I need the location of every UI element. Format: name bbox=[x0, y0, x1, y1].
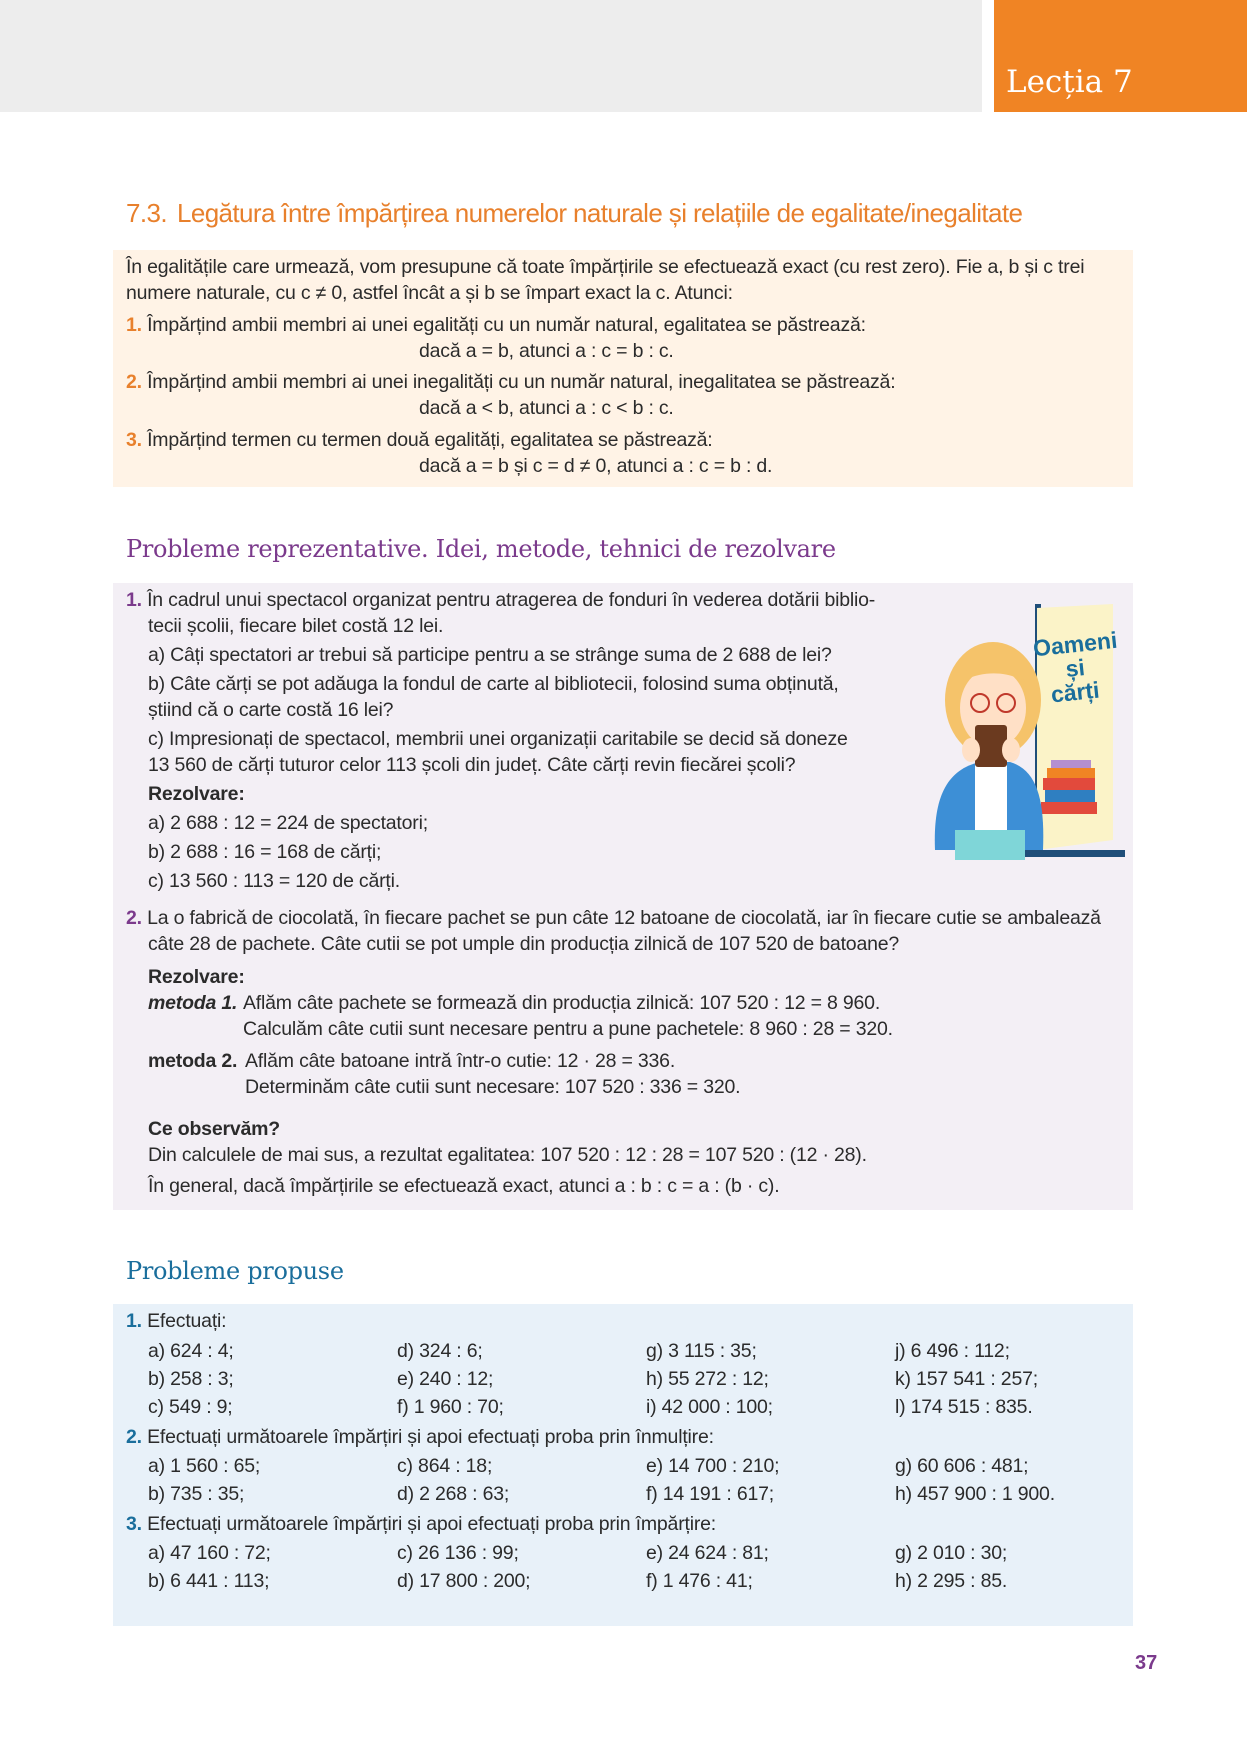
method-2-line-1: Aflăm câte batoane intră într-o cutie: 12 · 28 = 336. bbox=[245, 1050, 676, 1072]
rule-2-formula: dacă a < b, atunci a : c < b : c. bbox=[419, 397, 674, 419]
p1-a: a) 624 : 4; bbox=[148, 1340, 234, 1362]
book-4 bbox=[1041, 802, 1097, 814]
p2-b: b) 735 : 35; bbox=[148, 1483, 245, 1505]
prop-problem-3-text: Efectuați următoarele împărțiri și apoi efectuați proba prin împărțire: bbox=[147, 1513, 716, 1535]
rep-problem-1-line-4: b) Câte cărți se pot adăuga la fondul de carte al bibliotecii, folosind suma obținută, bbox=[148, 673, 839, 695]
rules-box bbox=[113, 250, 1133, 487]
rule-1-text: Împărțind ambii membri ai unei egalități cu un număr natural, egalitatea se păstrează: bbox=[147, 314, 866, 336]
book-2 bbox=[1043, 778, 1095, 790]
p1-i: i) 42 000 : 100; bbox=[646, 1396, 773, 1418]
p1-e: e) 240 : 12; bbox=[397, 1368, 494, 1390]
p1-g: g) 3 115 : 35; bbox=[646, 1340, 757, 1362]
section-number: 7.3. bbox=[126, 198, 167, 228]
p3-d: d) 17 800 : 200; bbox=[397, 1570, 531, 1592]
girl-with-books-illustration bbox=[925, 600, 1125, 870]
p1-c: c) 549 : 9; bbox=[148, 1396, 233, 1418]
p1-j: j) 6 496 : 112; bbox=[895, 1340, 1010, 1362]
rep-problem-1-solution-a: a) 2 688 : 12 = 224 de spectatori; bbox=[148, 812, 428, 834]
rep-problem-2-line-2: câte 28 de pachete. Câte cutii se pot umple din producția zilnică de 107 520 de batoane? bbox=[148, 933, 900, 955]
rep-problem-1-number: 1. bbox=[126, 589, 142, 611]
p1-h: h) 55 272 : 12; bbox=[646, 1368, 769, 1390]
p2-g: g) 60 606 : 481; bbox=[895, 1455, 1029, 1477]
p3-c: c) 26 136 : 99; bbox=[397, 1542, 519, 1564]
prop-problem-1 bbox=[126, 1310, 226, 1333]
rep-problem-1-text: În cadrul unui spectacol organizat pentru atragerea de fonduri în vederea dotării biblio- bbox=[147, 589, 876, 611]
p2-h: h) 457 900 : 1 900. bbox=[895, 1483, 1055, 1505]
rep-problem-1-line-5: știind că o carte costă 16 lei? bbox=[148, 699, 394, 721]
representative-heading: Probleme reprezentative. Idei, metode, tehnici de rezolvare bbox=[126, 535, 836, 563]
rep-problem-2-solution-label: Rezolvare: bbox=[148, 966, 245, 988]
banner-line-3: cărți bbox=[1049, 676, 1101, 708]
rep-problem-1-line-7: 13 560 de cărți tuturor celor 113 școli din județ. Câte cărți revin fiecărei școli? bbox=[148, 754, 796, 776]
method-1 bbox=[148, 992, 237, 1015]
p2-d: d) 2 268 : 63; bbox=[397, 1483, 510, 1505]
header-bar bbox=[0, 0, 982, 112]
p3-a: a) 47 160 : 72; bbox=[148, 1542, 271, 1564]
book-3 bbox=[1045, 790, 1095, 802]
p3-h: h) 2 295 : 85. bbox=[895, 1570, 1008, 1592]
lesson-tab bbox=[994, 0, 1247, 112]
rules-intro-line-1: În egalitățile care urmează, vom presupune că toate împărțirile se efectuează exact (cu rest zero). Fie a, b și c trei bbox=[126, 256, 1085, 278]
book-5 bbox=[1051, 760, 1091, 768]
prop-problem-3 bbox=[126, 1513, 716, 1536]
prop-problem-1-number: 1. bbox=[126, 1310, 142, 1332]
p2-f: f) 14 191 : 617; bbox=[646, 1483, 774, 1505]
banner-line-1: Oameni bbox=[1031, 626, 1119, 662]
method-2-label: metoda 2. bbox=[148, 1050, 238, 1072]
p1-f: f) 1 960 : 70; bbox=[397, 1396, 504, 1418]
book-1 bbox=[1047, 768, 1095, 778]
prop-problem-2-text: Efectuați următoarele împărțiri și apoi efectuați proba prin înmulțire: bbox=[147, 1426, 714, 1448]
observation-label: Ce observăm? bbox=[148, 1118, 280, 1140]
rep-problem-1-line-6: c) Impresionați de spectacol, membrii unei organizații caritabile se decid să doneze bbox=[148, 728, 848, 750]
rep-problem-1-solution-label: Rezolvare: bbox=[148, 783, 245, 805]
p1-d: d) 324 : 6; bbox=[397, 1340, 483, 1362]
p1-k: k) 157 541 : 257; bbox=[895, 1368, 1038, 1390]
rule-1-number: 1. bbox=[126, 314, 142, 336]
method-1-line-1: Aflăm câte pachete se formează din producția zilnică: 107 520 : 12 = 8 960. bbox=[243, 992, 881, 1014]
banner-base bbox=[1025, 850, 1125, 857]
prop-problem-2-number: 2. bbox=[126, 1426, 142, 1448]
p3-e: e) 24 624 : 81; bbox=[646, 1542, 769, 1564]
prop-problem-1-text: Efectuați: bbox=[147, 1310, 227, 1332]
p2-a: a) 1 560 : 65; bbox=[148, 1455, 261, 1477]
p2-c: c) 864 : 18; bbox=[397, 1455, 493, 1477]
page-number: 37 bbox=[1135, 1652, 1158, 1674]
prop-problem-3-number: 3. bbox=[126, 1513, 142, 1535]
method-2-line-2: Determinăm câte cutii sunt necesare: 107 520 : 336 = 320. bbox=[245, 1076, 741, 1098]
girl-shirt bbox=[975, 762, 1007, 832]
proposed-box bbox=[113, 1304, 1133, 1626]
rep-problem-1-line-1 bbox=[126, 589, 875, 612]
rule-2-number: 2. bbox=[126, 371, 142, 393]
p1-l: l) 174 515 : 835. bbox=[895, 1396, 1033, 1418]
p3-g: g) 2 010 : 30; bbox=[895, 1542, 1008, 1564]
rep-problem-1-solution-c: c) 13 560 : 113 = 120 de cărți. bbox=[148, 870, 400, 892]
rule-3 bbox=[126, 429, 713, 452]
rules-intro-line-2: numere naturale, cu c ≠ 0, astfel încât a și b se împart exact la c. Atunci: bbox=[126, 282, 733, 304]
section-title bbox=[126, 198, 1022, 229]
rep-problem-1-line-3: a) Câți spectatori ar trebui să participe pentru a se strânge suma de 2 688 de lei? bbox=[148, 644, 832, 666]
rule-3-text: Împărțind termen cu termen două egalități, egalitatea se păstrează: bbox=[147, 429, 713, 451]
section-title-text: Legătura între împărțirea numerelor naturale și relațiile de egalitate/inegalitate bbox=[176, 198, 1023, 228]
p3-f: f) 1 476 : 41; bbox=[646, 1570, 753, 1592]
method-1-label: metoda 1. bbox=[148, 992, 238, 1014]
girl-skirt bbox=[955, 830, 1025, 860]
banner-line-2: și bbox=[1064, 654, 1087, 682]
right-hand bbox=[1002, 738, 1020, 762]
rep-problem-2-line-1 bbox=[126, 907, 1101, 930]
rep-problem-1-line-2: tecii școlii, fiecare bilet costă 12 lei. bbox=[148, 615, 444, 637]
rule-1-formula: dacă a = b, atunci a : c = b : c. bbox=[419, 340, 674, 362]
rule-1 bbox=[126, 314, 866, 337]
chocolate-bar bbox=[975, 725, 1007, 767]
observation-line-2: În general, dacă împărțirile se efectuează exact, atunci a : b : c = a : (b · c). bbox=[148, 1175, 780, 1197]
p2-e: e) 14 700 : 210; bbox=[646, 1455, 780, 1477]
rep-problem-2-number: 2. bbox=[126, 907, 142, 929]
method-1-line-2: Calculăm câte cutii sunt necesare pentru a pune pachetele: 8 960 : 28 = 320. bbox=[243, 1018, 893, 1040]
left-hand bbox=[962, 738, 980, 762]
observation-line-1: Din calculele de mai sus, a rezultat egalitatea: 107 520 : 12 : 28 = 107 520 : (12 · 28). bbox=[148, 1144, 867, 1166]
rep-problem-1-solution-b: b) 2 688 : 16 = 168 de cărți; bbox=[148, 841, 382, 863]
rep-problem-2-text: La o fabrică de ciocolată, în fiecare pachet se pun câte 12 batoane de ciocolată, iar în fiecare cutie se ambalează bbox=[147, 907, 1101, 929]
prop-problem-2 bbox=[126, 1426, 714, 1449]
rule-2 bbox=[126, 371, 895, 394]
p3-b: b) 6 441 : 113; bbox=[148, 1570, 270, 1592]
p1-b: b) 258 : 3; bbox=[148, 1368, 234, 1390]
rule-2-text: Împărțind ambii membri ai unei inegalități cu un număr natural, inegalitatea se păstrează: bbox=[147, 371, 896, 393]
proposed-heading: Probleme propuse bbox=[126, 1257, 344, 1285]
rule-3-formula: dacă a = b și c = d ≠ 0, atunci a : c = b : d. bbox=[419, 455, 773, 477]
rule-3-number: 3. bbox=[126, 429, 142, 451]
lesson-label: Lecția 7 bbox=[1006, 64, 1133, 100]
